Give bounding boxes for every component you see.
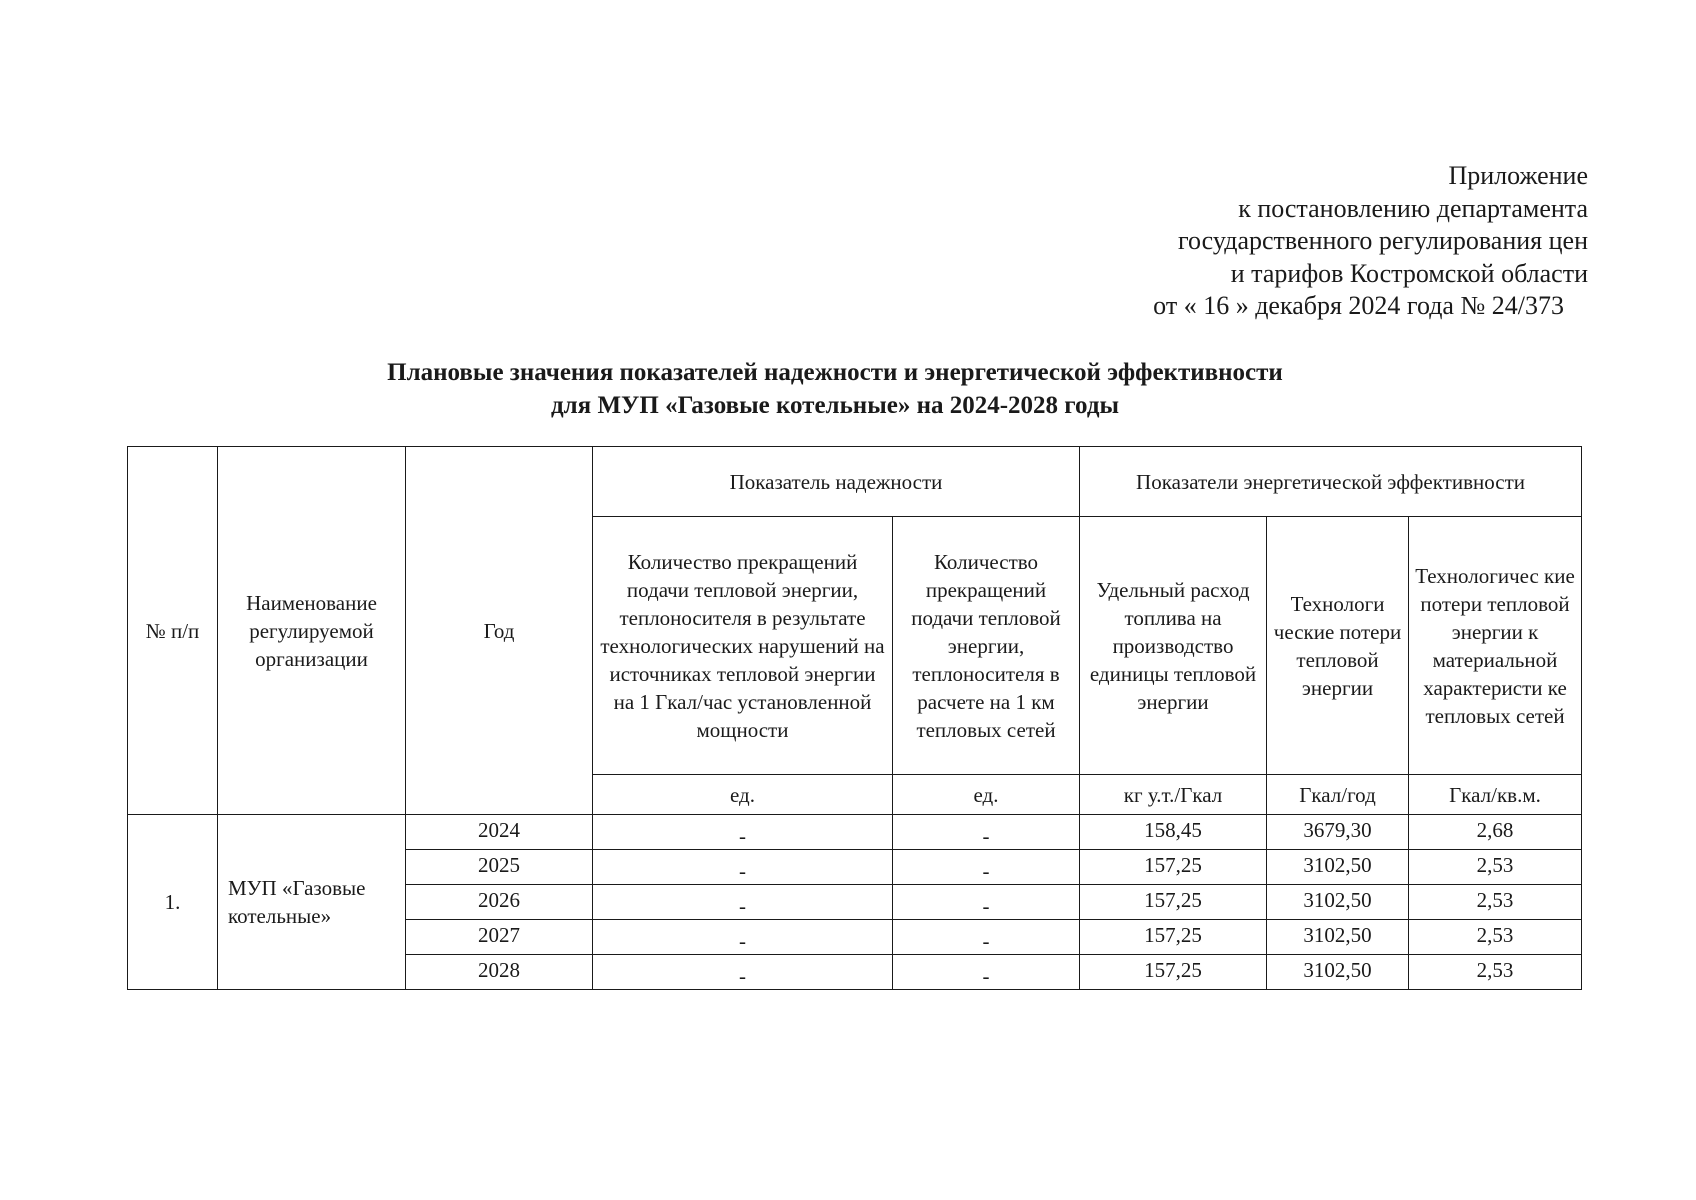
cell-losses-ratio: 2,53 (1409, 920, 1582, 955)
row-number: 1. (128, 815, 218, 990)
header-losses: Технологи ческие потери тепловой энергии (1267, 517, 1409, 775)
cell-outages-per-capacity: - (593, 885, 893, 920)
header-outages-per-km: Количество прекращений подачи тепловой энергии, теплоносителя в расчете на 1 км тепловых сетей (893, 517, 1080, 775)
header-year: Год (406, 447, 593, 815)
cell-outages-per-km: - (893, 815, 1080, 850)
cell-losses: 3102,50 (1267, 955, 1409, 990)
cell-losses: 3679,30 (1267, 815, 1409, 850)
cell-year: 2026 (406, 885, 593, 920)
cell-fuel-rate: 157,25 (1080, 955, 1267, 990)
header-num: № п/п (128, 447, 218, 815)
unit-outages-per-km: ед. (893, 775, 1080, 815)
cell-outages-per-km: - (893, 850, 1080, 885)
cell-outages-per-capacity: - (593, 955, 893, 990)
cell-year: 2027 (406, 920, 593, 955)
title-line-2: для МУП «Газовые котельные» на 2024-2028 годы (551, 392, 1119, 419)
header-organization: Наименование регулируемой организации (218, 447, 406, 815)
header-row-groups (128, 447, 1582, 517)
cell-year: 2024 (406, 815, 593, 850)
appendix-date-line: от « 16 » декабря 2024 года № 24/373 (1153, 291, 1564, 320)
cell-outages-per-km: - (893, 920, 1080, 955)
appendix-line: и тарифов Костромской области (1230, 258, 1588, 288)
cell-losses-ratio: 2,53 (1409, 850, 1582, 885)
cell-fuel-rate: 158,45 (1080, 815, 1267, 850)
header-group-reliability: Показатель надежности (593, 447, 1080, 517)
appendix-block (968, 160, 1588, 323)
cell-outages-per-capacity: - (593, 815, 893, 850)
cell-outages-per-km: - (893, 955, 1080, 990)
cell-losses-ratio: 2,53 (1409, 955, 1582, 990)
cell-outages-per-capacity: - (593, 920, 893, 955)
header-outages-per-capacity: Количество прекращений подачи тепловой энергии, теплоносителя в результате технологических нарушений на источниках тепловой энергии на 1 Гкал/час установленной мощности (593, 517, 893, 775)
header-group-efficiency: Показатели энергетической эффективности (1080, 447, 1582, 517)
cell-outages-per-km: - (893, 885, 1080, 920)
title-line-1: Плановые значения показателей надежности и энергетической эффективности (387, 359, 1283, 386)
unit-losses-ratio: Гкал/кв.м. (1409, 775, 1582, 815)
cell-fuel-rate: 157,25 (1080, 885, 1267, 920)
table-row (128, 815, 1582, 850)
header-losses-ratio: Технологичес кие потери тепловой энергии к материальной характеристи ке тепловых сетей (1409, 517, 1582, 775)
appendix-line: к постановлению департамента (1238, 193, 1588, 223)
cell-fuel-rate: 157,25 (1080, 850, 1267, 885)
cell-losses-ratio: 2,68 (1409, 815, 1582, 850)
document-title (0, 356, 1696, 422)
cell-outages-per-capacity: - (593, 850, 893, 885)
unit-losses: Гкал/год (1267, 775, 1409, 815)
cell-year: 2028 (406, 955, 593, 990)
indicators-table (127, 446, 1582, 990)
cell-losses-ratio: 2,53 (1409, 885, 1582, 920)
cell-losses: 3102,50 (1267, 920, 1409, 955)
header-fuel-rate: Удельный расход топлива на производство единицы тепловой энергии (1080, 517, 1267, 775)
cell-losses: 3102,50 (1267, 850, 1409, 885)
unit-fuel-rate: кг у.т./Гкал (1080, 775, 1267, 815)
cell-year: 2025 (406, 850, 593, 885)
cell-fuel-rate: 157,25 (1080, 920, 1267, 955)
cell-losses: 3102,50 (1267, 885, 1409, 920)
appendix-line: государственного регулирования цен (1178, 226, 1588, 255)
unit-outages-per-capacity: ед. (593, 775, 893, 815)
appendix-line: Приложение (1448, 161, 1588, 190)
organization-name: МУП «Газовые котельные» (218, 815, 406, 990)
